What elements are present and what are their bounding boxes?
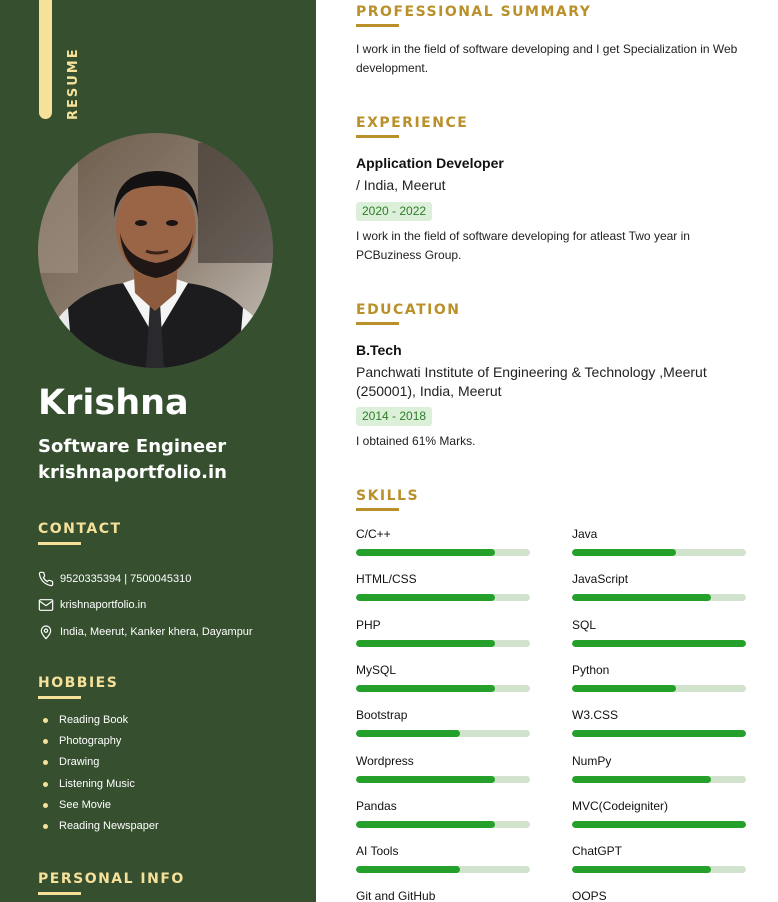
skill-bar-fill bbox=[356, 776, 495, 783]
skill-bar-fill bbox=[572, 821, 746, 828]
education-underline bbox=[356, 322, 399, 325]
skill-bar-track bbox=[572, 594, 746, 601]
skill-bar-fill bbox=[356, 549, 495, 556]
skill-name: MySQL bbox=[356, 662, 397, 677]
skill-bar-fill bbox=[572, 776, 711, 783]
skill-name: Pandas bbox=[356, 798, 397, 813]
skill-name: Java bbox=[572, 527, 598, 541]
resume-label: RESUME bbox=[66, 47, 81, 120]
skill-item bbox=[356, 754, 530, 770]
experience-title: Application Developer bbox=[356, 155, 504, 171]
skill-bar-fill bbox=[572, 594, 711, 601]
skill-item bbox=[356, 889, 530, 902]
skill-name: SQL bbox=[572, 617, 597, 632]
skill-bar-fill bbox=[572, 640, 746, 647]
skill-name: PHP bbox=[356, 617, 381, 632]
summary-underline bbox=[356, 24, 399, 27]
skill-bar-fill bbox=[572, 866, 711, 873]
hobby-item bbox=[43, 799, 111, 811]
skill-bar-track bbox=[356, 821, 530, 828]
skill-item bbox=[572, 618, 746, 634]
hobby-label: Listening Music bbox=[59, 778, 135, 790]
skill-name: Bootstrap bbox=[356, 708, 408, 723]
skill-item bbox=[356, 618, 530, 634]
skill-name: JavaScript bbox=[572, 572, 629, 587]
sidebar bbox=[0, 0, 316, 902]
education-dates-badge: 2014 - 2018 bbox=[356, 407, 432, 426]
skill-bar-track bbox=[356, 730, 530, 737]
experience-heading: EXPERIENCE bbox=[356, 115, 469, 131]
skill-bar-track bbox=[572, 730, 746, 737]
skill-bar-track bbox=[356, 866, 530, 873]
person-name: Krishna bbox=[38, 383, 189, 423]
personal-info-heading: PERSONAL INFO bbox=[38, 871, 185, 887]
skill-name: Git and GitHub bbox=[356, 889, 436, 902]
skill-bar-track bbox=[356, 594, 530, 601]
skill-bar-track bbox=[356, 685, 530, 692]
skill-bar-fill bbox=[356, 640, 495, 647]
skill-bar-fill bbox=[356, 594, 495, 601]
hobby-label: Drawing bbox=[59, 756, 100, 768]
contact-phone[interactable] bbox=[38, 571, 191, 587]
hobbies-underline bbox=[38, 696, 81, 699]
skill-bar-fill bbox=[572, 685, 676, 692]
experience-location: / India, Meerut bbox=[356, 177, 446, 193]
skills-heading: SKILLS bbox=[356, 488, 420, 504]
bullet-icon bbox=[43, 739, 48, 744]
skill-bar-fill bbox=[356, 866, 460, 873]
bullet-icon bbox=[43, 782, 48, 787]
hobby-label: Photography bbox=[59, 735, 122, 747]
skill-bar-track bbox=[572, 685, 746, 692]
website-link[interactable]: krishnaportfolio.in bbox=[38, 462, 227, 483]
hobbies-heading: HOBBIES bbox=[38, 675, 119, 691]
profile-photo bbox=[38, 133, 273, 368]
hobby-label: Reading Book bbox=[59, 714, 129, 726]
skill-item bbox=[572, 527, 746, 543]
skill-name: OOPS bbox=[572, 889, 607, 902]
skill-bar-track bbox=[572, 776, 746, 783]
hobby-item bbox=[43, 778, 135, 790]
email-text: krishnaportfolio.in bbox=[60, 599, 147, 611]
hobby-label: Reading Newspaper bbox=[59, 820, 159, 832]
hobby-label: See Movie bbox=[59, 799, 111, 811]
skill-name: NumPy bbox=[572, 753, 612, 768]
hobby-item bbox=[43, 820, 159, 832]
address-text: India, Meerut, Kanker khera, Dayampur bbox=[60, 626, 253, 638]
skill-bar-fill bbox=[356, 821, 495, 828]
skill-item bbox=[356, 572, 530, 588]
resume-accent-bar bbox=[39, 0, 52, 119]
summary-text: I work in the field of software developing and I get Specialization in Web development. bbox=[356, 42, 738, 75]
skill-item bbox=[572, 663, 746, 679]
experience-description: I work in the field of software developing for atleast Two year in PCBuziness Group. bbox=[356, 229, 690, 262]
bullet-icon bbox=[43, 824, 48, 829]
skill-item bbox=[572, 889, 746, 902]
phone-text: 9520335394 | 7500045310 bbox=[60, 573, 192, 585]
skill-name: Python bbox=[572, 662, 610, 677]
skill-item bbox=[356, 527, 530, 543]
bullet-icon bbox=[43, 718, 48, 723]
skill-bar-track bbox=[356, 640, 530, 647]
skill-item bbox=[356, 844, 530, 860]
skill-name: W3.CSS bbox=[572, 708, 619, 723]
hobby-item bbox=[43, 756, 99, 768]
contact-heading: CONTACT bbox=[38, 521, 122, 537]
personal-info-underline bbox=[38, 892, 81, 895]
education-heading: EDUCATION bbox=[356, 302, 461, 318]
skill-bar-track bbox=[356, 776, 530, 783]
bullet-icon bbox=[43, 760, 48, 765]
education-description: I obtained 61% Marks. bbox=[356, 434, 476, 448]
skill-item bbox=[572, 708, 746, 724]
skill-bar-track bbox=[572, 821, 746, 828]
skill-item bbox=[572, 799, 746, 815]
skill-name: Wordpress bbox=[356, 753, 414, 768]
skill-bar-track bbox=[356, 549, 530, 556]
skill-item bbox=[356, 799, 530, 815]
contact-address bbox=[38, 624, 253, 640]
location-pin-icon bbox=[38, 624, 54, 640]
summary-heading: PROFESSIONAL SUMMARY bbox=[356, 4, 592, 20]
skill-item bbox=[572, 754, 746, 770]
bullet-icon bbox=[43, 803, 48, 808]
phone-icon bbox=[38, 571, 54, 587]
skill-name: ChatGPT bbox=[572, 844, 623, 859]
skill-name: C/C++ bbox=[356, 527, 391, 541]
skill-bar-fill bbox=[572, 549, 676, 556]
mail-icon bbox=[38, 597, 54, 613]
job-role: Software Engineer bbox=[38, 436, 227, 457]
education-institute: Panchwati Institute of Engineering & Technology ,Meerut (250001), India, Meerut bbox=[356, 364, 707, 399]
skill-item bbox=[356, 708, 530, 724]
skill-bar-fill bbox=[356, 730, 460, 737]
skill-name: AI Tools bbox=[356, 844, 399, 859]
skill-bar-track bbox=[572, 866, 746, 873]
skills-underline bbox=[356, 508, 399, 511]
skill-item bbox=[572, 572, 746, 588]
skill-name: HTML/CSS bbox=[356, 572, 417, 587]
education-degree: B.Tech bbox=[356, 342, 402, 358]
hobby-item bbox=[43, 735, 121, 747]
skill-bar-fill bbox=[572, 730, 746, 737]
skill-item bbox=[356, 663, 530, 679]
skill-bar-track bbox=[572, 640, 746, 647]
hobby-item bbox=[43, 714, 128, 726]
contact-email[interactable] bbox=[38, 597, 146, 613]
contact-underline bbox=[38, 542, 81, 545]
skill-bar-fill bbox=[356, 685, 495, 692]
skill-name: MVC(Codeigniter) bbox=[572, 798, 669, 813]
skill-bar-track bbox=[572, 549, 746, 556]
experience-dates-badge: 2020 - 2022 bbox=[356, 202, 432, 221]
skill-item bbox=[572, 844, 746, 860]
experience-underline bbox=[356, 135, 399, 138]
